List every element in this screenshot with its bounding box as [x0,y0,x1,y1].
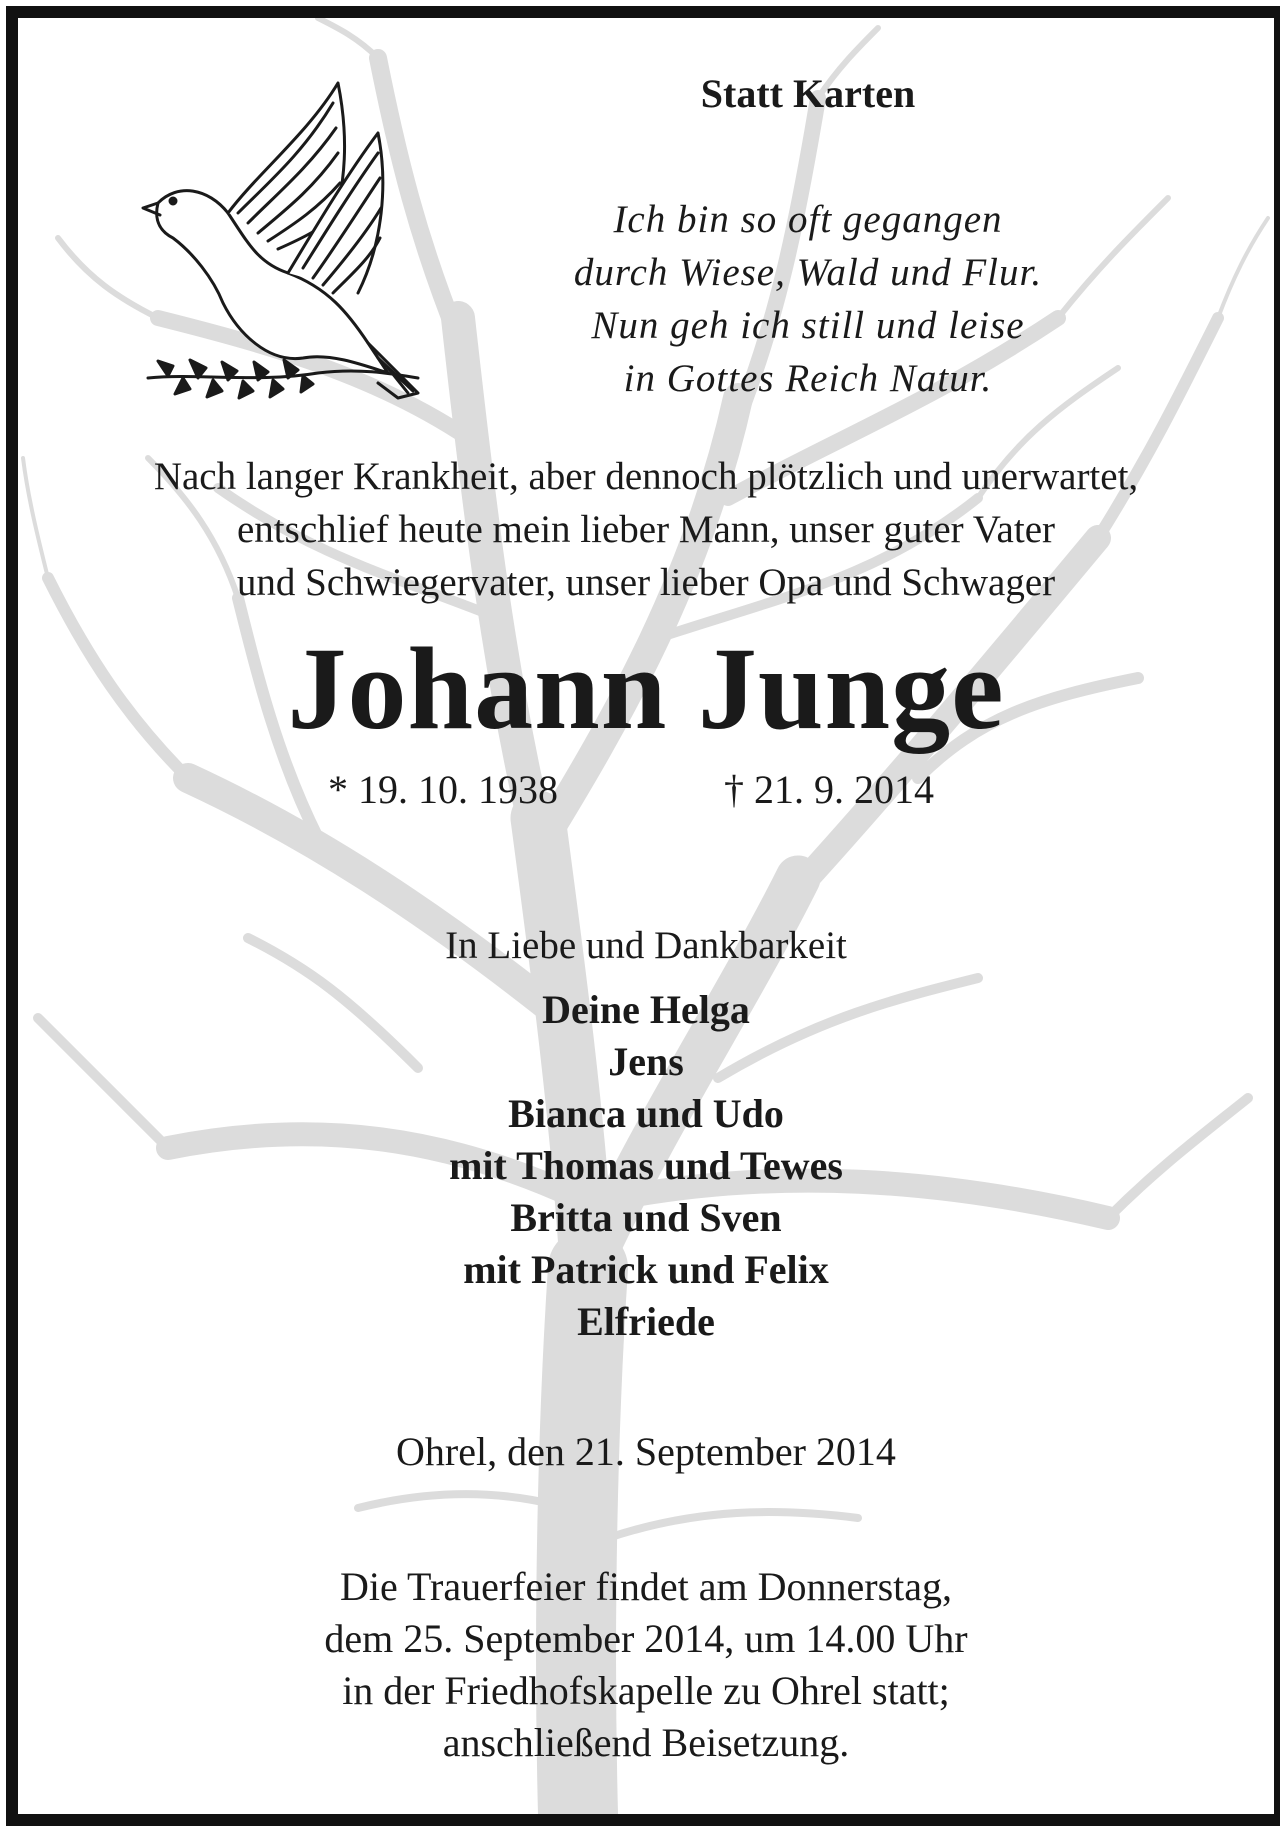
dove-with-olive-branch-icon [138,73,428,423]
mourners-list [18,984,1274,1348]
service-line: Die Trauerfeier findet am Donnerstag, [339,1564,953,1609]
mourner-name: Britta und Sven [510,1195,782,1240]
deceased-name: Johann Junge [287,623,1005,754]
funeral-service-info [18,1561,1274,1769]
place-and-date: Ohrel, den 21. September 2014 [396,1429,896,1474]
memorial-poem [448,193,1168,405]
mourner-name: Bianca und Udo [508,1091,784,1136]
mourner-name: Elfriede [577,1299,715,1344]
announcement-line: Nach langer Krankheit, aber dennoch plötzlich und unerwartet, [153,455,1139,498]
mourner-name: Jens [608,1039,684,1084]
service-line: anschließend Beisetzung. [442,1720,850,1765]
mourner-name: mit Patrick und Felix [463,1247,829,1292]
obituary-notice [6,6,1280,1826]
announcement-line: und Schwiegervater, unser lieber Opa und Schwager [236,561,1056,604]
death-date: † 21. 9. 2014 [724,767,934,812]
mourner-name: mit Thomas und Tewes [449,1143,843,1188]
mourners-intro: In Liebe und Dankbarkeit [445,924,847,967]
poem-line: Nun geh ich still und leise [591,304,1025,347]
service-line: in der Friedhofskapelle zu Ohrel statt; [342,1668,950,1713]
mourner-name: Deine Helga [542,987,750,1032]
header-statt-karten: Statt Karten [700,71,916,116]
poem-line: Ich bin so oft gegangen [613,198,1003,241]
poem-line: durch Wiese, Wald und Flur. [573,251,1043,294]
poem-line: in Gottes Reich Natur. [623,357,993,400]
service-line: dem 25. September 2014, um 14.00 Uhr [324,1616,968,1661]
birth-date: * 19. 10. 1938 [328,767,558,812]
death-announcement [18,450,1274,609]
announcement-line: entschlief heute mein lieber Mann, unser guter Vater [237,508,1055,551]
